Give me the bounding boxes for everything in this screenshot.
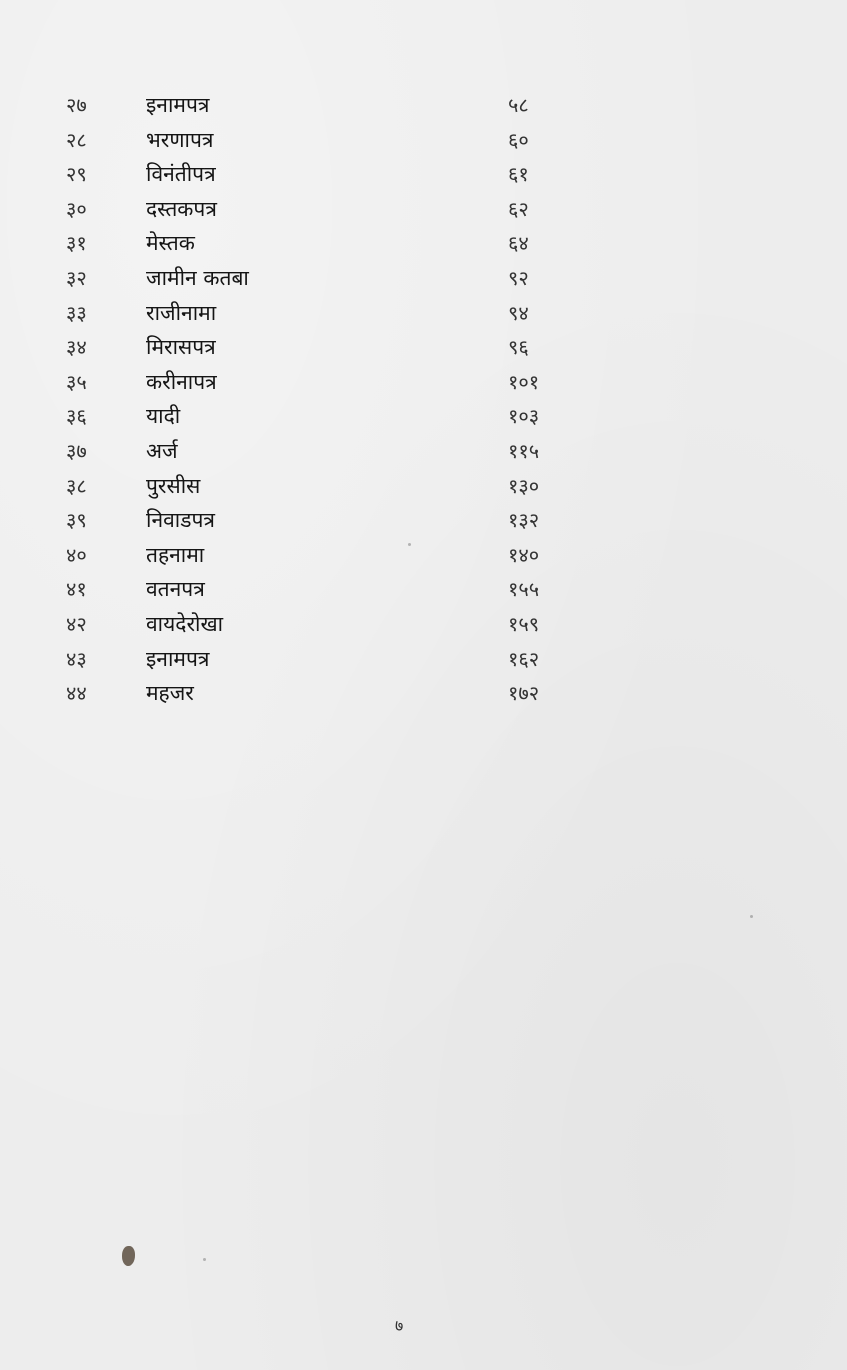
entry-page: १७२ <box>508 681 540 706</box>
toc-row <box>66 469 626 504</box>
toc-row <box>66 123 626 158</box>
toc-row <box>66 572 626 607</box>
entry-page: ९६ <box>508 335 529 360</box>
table-of-contents <box>66 88 626 711</box>
entry-number: २८ <box>66 127 87 152</box>
entry-page: १६२ <box>508 646 540 671</box>
entry-title: निवाडपत्र <box>146 508 215 533</box>
entry-number: ३१ <box>66 231 87 256</box>
entry-page: ६४ <box>508 231 529 256</box>
entry-page: ६० <box>508 127 529 152</box>
toc-row <box>66 330 626 365</box>
entry-title: तहनामा <box>146 542 205 567</box>
toc-row <box>66 607 626 642</box>
entry-page: ९२ <box>508 265 529 290</box>
entry-number: ३६ <box>66 404 87 429</box>
entry-title: जामीन कतबा <box>146 265 249 290</box>
entry-title: करीनापत्र <box>146 369 217 394</box>
entry-page: १०१ <box>508 369 540 394</box>
entry-title: वायदेरोखा <box>146 611 224 636</box>
entry-title: विनंतीपत्र <box>146 162 216 187</box>
entry-number: ४४ <box>66 681 87 706</box>
entry-number: ३२ <box>66 265 87 290</box>
entry-page: ९४ <box>508 300 529 325</box>
entry-page: ११५ <box>508 438 540 463</box>
entry-page: १३० <box>508 473 540 498</box>
entry-page: १५९ <box>508 611 540 636</box>
entry-number: ३४ <box>66 335 87 360</box>
entry-title: पुरसीस <box>146 473 201 498</box>
entry-title: महजर <box>146 681 194 706</box>
toc-row <box>66 157 626 192</box>
entry-title: इनामपत्र <box>146 93 210 117</box>
toc-row <box>66 261 626 296</box>
entry-page: ५८ <box>508 93 529 117</box>
entry-page: १४० <box>508 542 540 567</box>
toc-row <box>66 676 626 711</box>
entry-title: मेस्तक <box>146 231 195 256</box>
entry-number: २९ <box>66 162 87 187</box>
entry-number: ३९ <box>66 508 87 533</box>
entry-page: ६२ <box>508 196 529 221</box>
entry-title: मिरासपत्र <box>146 335 216 360</box>
toc-row <box>66 296 626 331</box>
entry-page: १५५ <box>508 577 540 602</box>
toc-row <box>66 503 626 538</box>
toc-row <box>66 88 626 123</box>
toc-row <box>66 538 626 573</box>
toc-row <box>66 434 626 469</box>
entry-page: १०३ <box>508 404 540 429</box>
paper-speck <box>203 1258 206 1261</box>
ink-stain <box>122 1246 135 1266</box>
entry-title: भरणापत्र <box>146 127 214 152</box>
entry-number: ४१ <box>66 577 87 602</box>
toc-row <box>66 399 626 434</box>
entry-title: यादी <box>146 404 181 429</box>
entry-number: ३७ <box>66 438 87 463</box>
entry-number: ३८ <box>66 473 87 498</box>
entry-title: वतनपत्र <box>146 577 205 602</box>
entry-page: ६१ <box>508 162 529 187</box>
entry-number: ४२ <box>66 611 87 636</box>
toc-row <box>66 226 626 261</box>
page-number: ७ <box>395 1316 404 1335</box>
entry-number: ४३ <box>66 646 87 671</box>
entry-title: राजीनामा <box>146 300 217 325</box>
paper-speck <box>408 543 411 546</box>
entry-number: ४० <box>66 542 87 567</box>
entry-number: ३० <box>66 196 87 221</box>
entry-title: अर्ज <box>146 438 178 463</box>
toc-row <box>66 365 626 400</box>
entry-title: दस्तकपत्र <box>146 196 217 221</box>
entry-number: २७ <box>66 93 87 117</box>
toc-row <box>66 192 626 227</box>
paper-speck <box>750 915 753 918</box>
toc-row <box>66 642 626 677</box>
entry-page: १३२ <box>508 508 540 533</box>
entry-number: ३३ <box>66 300 87 325</box>
entry-title: इनामपत्र <box>146 646 210 671</box>
entry-number: ३५ <box>66 369 87 394</box>
